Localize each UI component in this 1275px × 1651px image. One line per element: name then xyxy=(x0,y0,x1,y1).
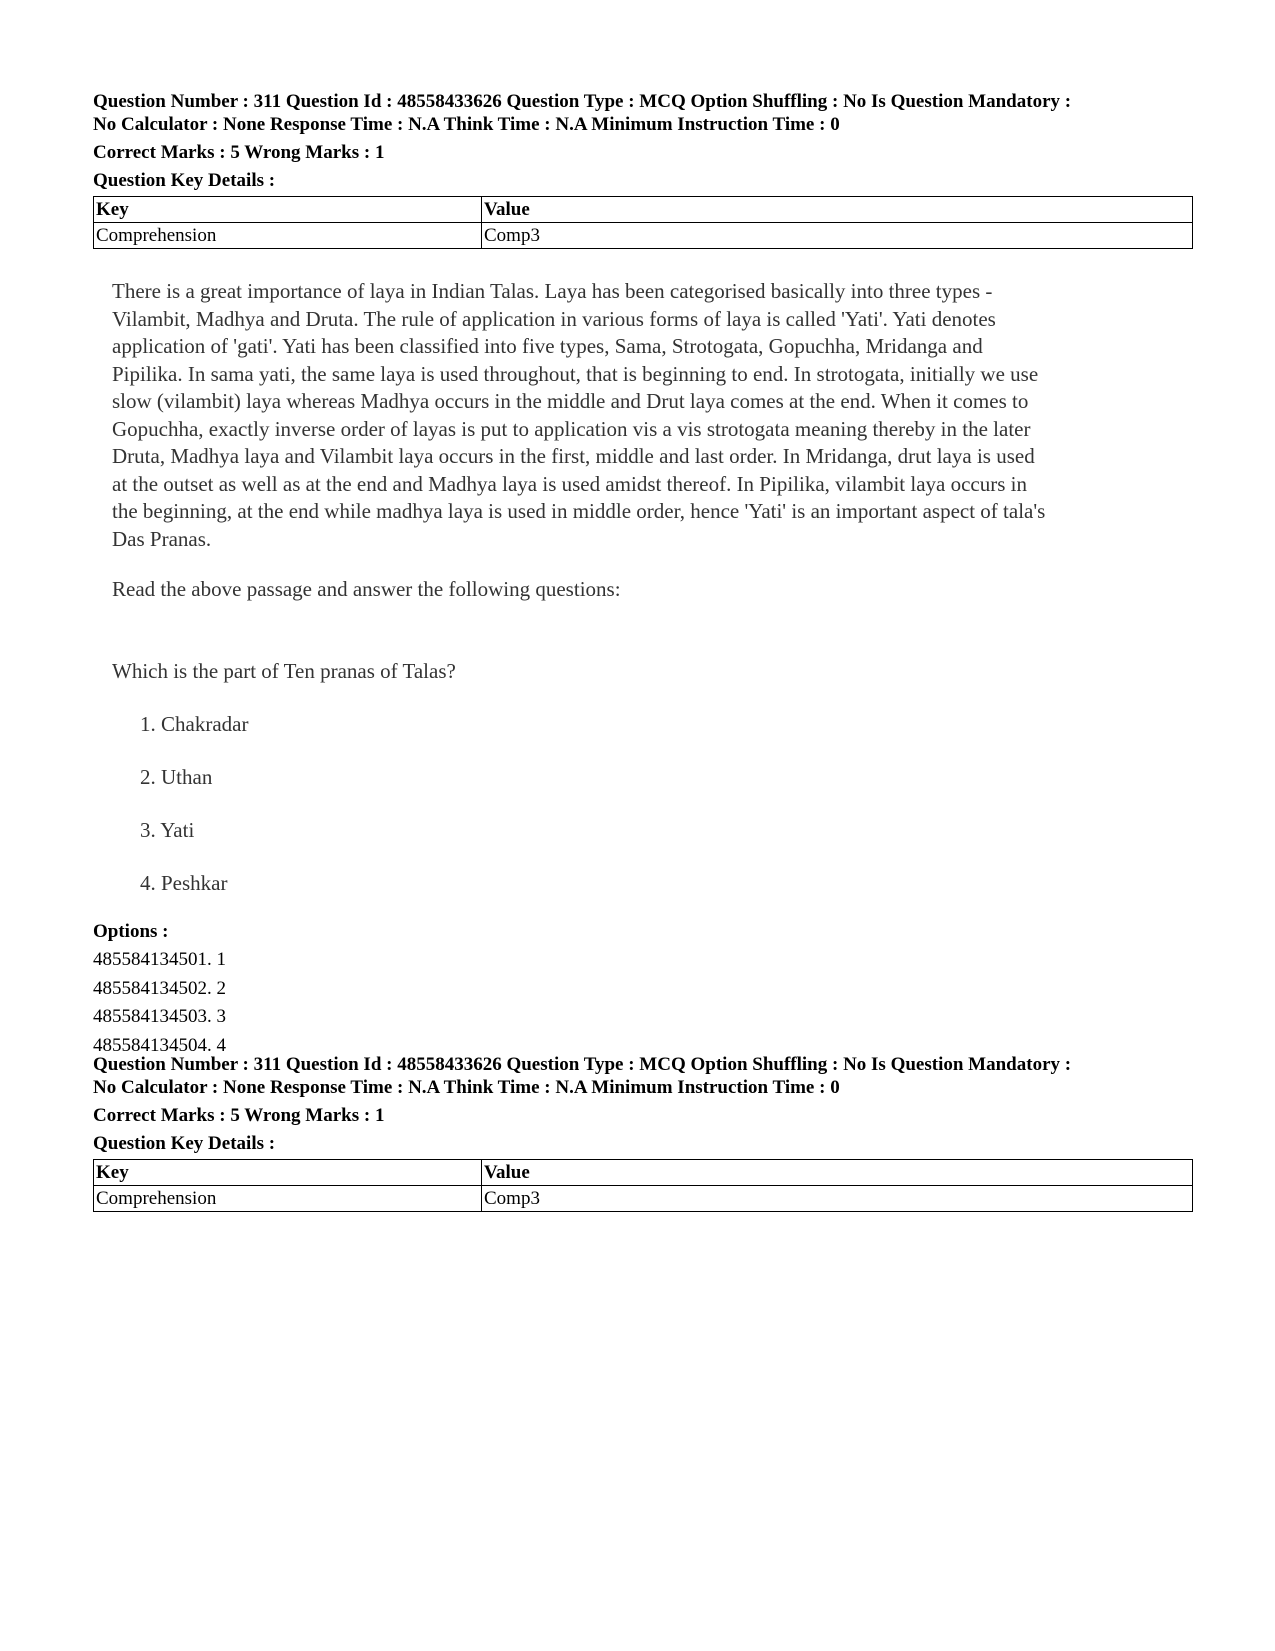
question-header-block xyxy=(93,90,1193,249)
answer-choice: 3. Yati xyxy=(140,818,195,842)
key-details-label: Question Key Details : xyxy=(93,170,276,191)
option-item: 485584134502. 2 xyxy=(93,977,226,999)
table-cell: Comp3 xyxy=(482,223,1193,249)
key-details-table xyxy=(93,196,1193,249)
table-header-cell: Value xyxy=(482,1160,1193,1186)
marks-line: Correct Marks : 5 Wrong Marks : 1 xyxy=(93,142,385,163)
question-meta-line: Question Number : 311 Question Id : 48558433626 Question Type : MCQ Option Shuffling : No Is Question Mandatory : xyxy=(93,91,1072,112)
table-header-cell: Key xyxy=(94,197,482,223)
passage-line: Gopuchha, exactly inverse order of layas is put to application vis a vis strotogata meaning thereby in the later xyxy=(112,416,1031,441)
table-header-row xyxy=(94,197,1193,223)
question-header-block xyxy=(93,1053,1193,1212)
passage-line: Das Pranas. xyxy=(112,526,212,551)
answer-choice: 4. Peshkar xyxy=(140,871,228,895)
instruction-text: Read the above passage and answer the following questions: xyxy=(112,577,621,601)
comprehension-passage-image xyxy=(112,278,1172,897)
key-details-table xyxy=(93,1159,1193,1212)
option-item: 485584134503. 3 xyxy=(93,1006,226,1027)
question-meta-line: Question Number : 311 Question Id : 48558433626 Question Type : MCQ Option Shuffling : No Is Question Mandatory : xyxy=(93,1054,1072,1075)
passage-text xyxy=(112,278,1172,553)
question-meta-line: No Calculator : None Response Time : N.A Think Time : N.A Minimum Instruction Time : 0 xyxy=(93,114,840,135)
table-cell: Comprehension xyxy=(94,1186,482,1212)
question-text: Which is the part of Ten pranas of Talas? xyxy=(112,659,456,683)
answer-choice: 2. Uthan xyxy=(140,765,213,789)
answer-choices xyxy=(112,710,1172,897)
table-header-row xyxy=(94,1160,1193,1186)
passage-line: Vilambit, Madhya and Druta. The rule of application in various forms of laya is called 'Yati'. Yati denotes xyxy=(112,306,996,331)
option-item: 485584134501. 1 xyxy=(93,949,226,970)
marks-line: Correct Marks : 5 Wrong Marks : 1 xyxy=(93,1105,385,1126)
passage-line: application of 'gati'. Yati has been classified into five types, Sama, Strotogata, Gopuchha, Mridanga and xyxy=(112,334,983,358)
option-item: 485584134504. 4 xyxy=(93,1034,226,1056)
options-section xyxy=(93,918,226,1060)
passage-line: Pipilika. In sama yati, the same laya is used throughout, that is beginning to end. In strotogata, initially we use xyxy=(112,361,1039,386)
question-meta-line: No Calculator : None Response Time : N.A Think Time : N.A Minimum Instruction Time : 0 xyxy=(93,1077,840,1098)
table-cell: Comp3 xyxy=(482,1186,1193,1212)
options-label: Options : xyxy=(93,921,169,942)
key-details-label: Question Key Details : xyxy=(93,1133,276,1154)
passage-line: the beginning, at the end while madhya laya is used in middle order, hence 'Yati' is an important aspect of tala's xyxy=(112,499,1046,523)
table-header-cell: Key xyxy=(94,1160,482,1186)
passage-line: at the outset as well as at the end and Madhya laya is used amidst thereof. In Pipilika, vilambit laya occurs in xyxy=(112,471,1028,496)
table-header-cell: Value xyxy=(482,197,1193,223)
table-row xyxy=(94,223,1193,249)
answer-choice: 1. Chakradar xyxy=(140,712,249,736)
passage-line: There is a great importance of laya in Indian Talas. Laya has been categorised basically into three types - xyxy=(112,279,993,303)
passage-line: Druta, Madhya laya and Vilambit laya occurs in the first, middle and last order. In Mridanga, drut laya is used xyxy=(112,444,1035,468)
table-cell: Comprehension xyxy=(94,223,482,249)
table-row xyxy=(94,1186,1193,1212)
passage-line: slow (vilambit) laya whereas Madhya occurs in the middle and Drut laya comes at the end. When it comes to xyxy=(112,389,1029,413)
